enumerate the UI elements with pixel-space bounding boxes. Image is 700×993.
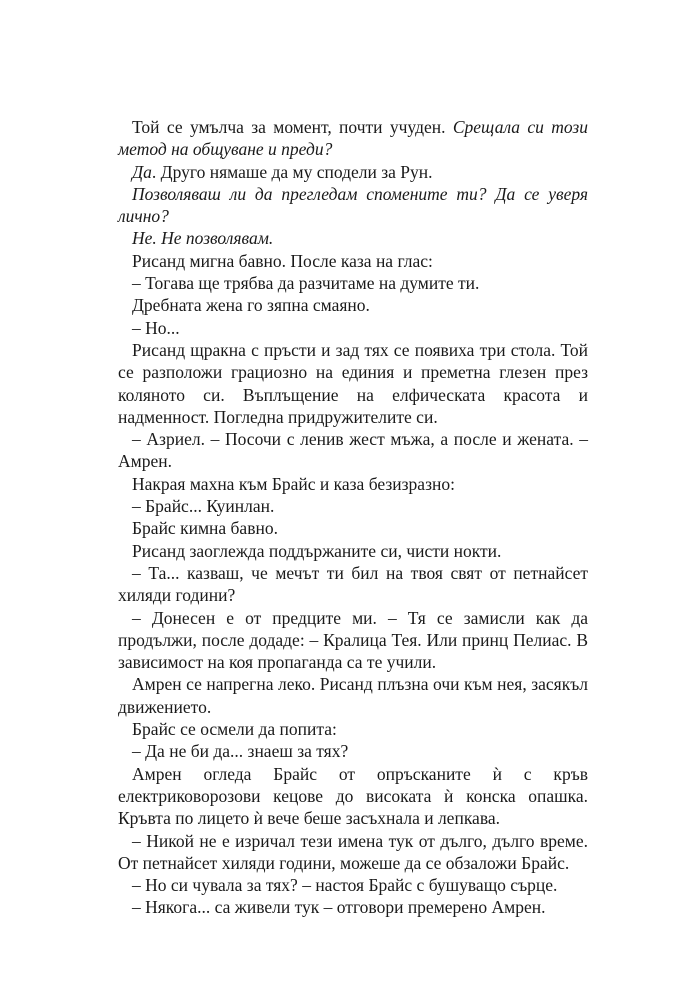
paragraph-p8 <box>118 317 588 339</box>
paragraph-p1 <box>118 116 588 161</box>
paragraph-p6 <box>118 272 588 294</box>
paragraph-text: Дребната жена го зяпна смаяно. <box>132 295 370 316</box>
paragraph-text: – Но си чувала за тях? – настоя Брайс с бушуващо сърце. <box>132 875 558 896</box>
paragraph-text: Рисанд заоглежда поддържаните си, чисти нокти. <box>132 540 502 561</box>
italic-thought-text: Не. Не позволявам. <box>132 228 274 249</box>
paragraph-text: Брайс кимна бавно. <box>132 518 278 539</box>
paragraph-p7 <box>118 294 588 316</box>
paragraph-p3 <box>118 183 588 228</box>
paragraph-p13 <box>118 517 588 539</box>
paragraph-text: – Та... казваш, че мечът ти бил на твоя свят от петнайсет хиляди години? <box>118 562 588 606</box>
paragraph-text: – Донесен е от предците ми. – Тя се замисли как да продължи, после додаде: – Кралица Тея. Или принц Пелиас. В зависимост на коя пропаганда са те учили. <box>118 607 588 673</box>
paragraph-text: Накрая махна към Брайс и каза безизразно: <box>132 473 455 494</box>
paragraph-text: . Друго нямаше да му сподели за Рун. <box>151 161 433 182</box>
italic-thought-text: Позволяваш ли да прегледам спомените ти? Да се уверя лично? <box>118 183 588 227</box>
paragraph-text: – Никой не е изричал тези имена тук от дълго, дълго време. От петнайсет хиляди години, можеше да се обзаложи Брайс. <box>118 830 588 873</box>
paragraph-text: Амрен се напрегна леко. Рисанд плъзна очи към нея, засякъл движението. <box>118 674 588 717</box>
italic-thought-text: Да <box>132 161 152 182</box>
paragraph-p12 <box>118 495 588 517</box>
paragraph-p20 <box>118 763 588 830</box>
paragraph-text: Той се умълча за момент, почти учуден. <box>132 117 453 137</box>
paragraph-p2 <box>118 161 588 183</box>
page-body-text <box>118 116 588 919</box>
paragraph-p11 <box>118 473 588 495</box>
paragraph-p4 <box>118 227 588 249</box>
paragraph-p18 <box>118 718 588 740</box>
paragraph-text: Брайс се осмели да попита: <box>132 719 337 740</box>
paragraph-text: – Брайс... Куинлан. <box>132 496 275 517</box>
paragraph-text: – Някога... са живели тук – отговори премерено Амрен. <box>132 897 546 918</box>
paragraph-text: Рисанд мигна бавно. После каза на глас: <box>132 250 433 271</box>
paragraph-text: Амрен огледа Брайс от опръсканите ѝ с кръв електриковорозови кецове до високата ѝ конска опашка. Кръвта по лицето ѝ вече беше засъхнала и лепкава. <box>118 763 588 829</box>
paragraph-p17 <box>118 673 588 718</box>
paragraph-p16 <box>118 607 588 674</box>
paragraph-text: – Да не би да... знаеш за тях? <box>132 741 349 762</box>
paragraph-text: – Но... <box>132 317 180 338</box>
paragraph-p5 <box>118 250 588 272</box>
paragraph-p15 <box>118 562 588 607</box>
paragraph-text: Рисанд щракна с пръсти и зад тях се появиха три стола. Той се разположи грациозно на единия и преметна глезен през коляното си. Въплъщение на елфическата красота и надменност. Погледна придружителите си. <box>118 339 588 427</box>
paragraph-text: – Азриел. – Посочи с ленив жест мъжа, а после и жената. – Амрен. <box>118 429 588 472</box>
paragraph-p21 <box>118 830 588 875</box>
paragraph-p10 <box>118 428 588 473</box>
paragraph-p19 <box>118 740 588 762</box>
paragraph-p14 <box>118 540 588 562</box>
paragraph-p23 <box>118 896 588 918</box>
italic-thought-text: Срещала си този метод на общуване и преди? <box>118 117 589 160</box>
paragraph-text: – Тогава ще трябва да разчитаме на думите ти. <box>132 273 480 294</box>
paragraph-p9 <box>118 339 588 428</box>
paragraph-p22 <box>118 874 588 896</box>
